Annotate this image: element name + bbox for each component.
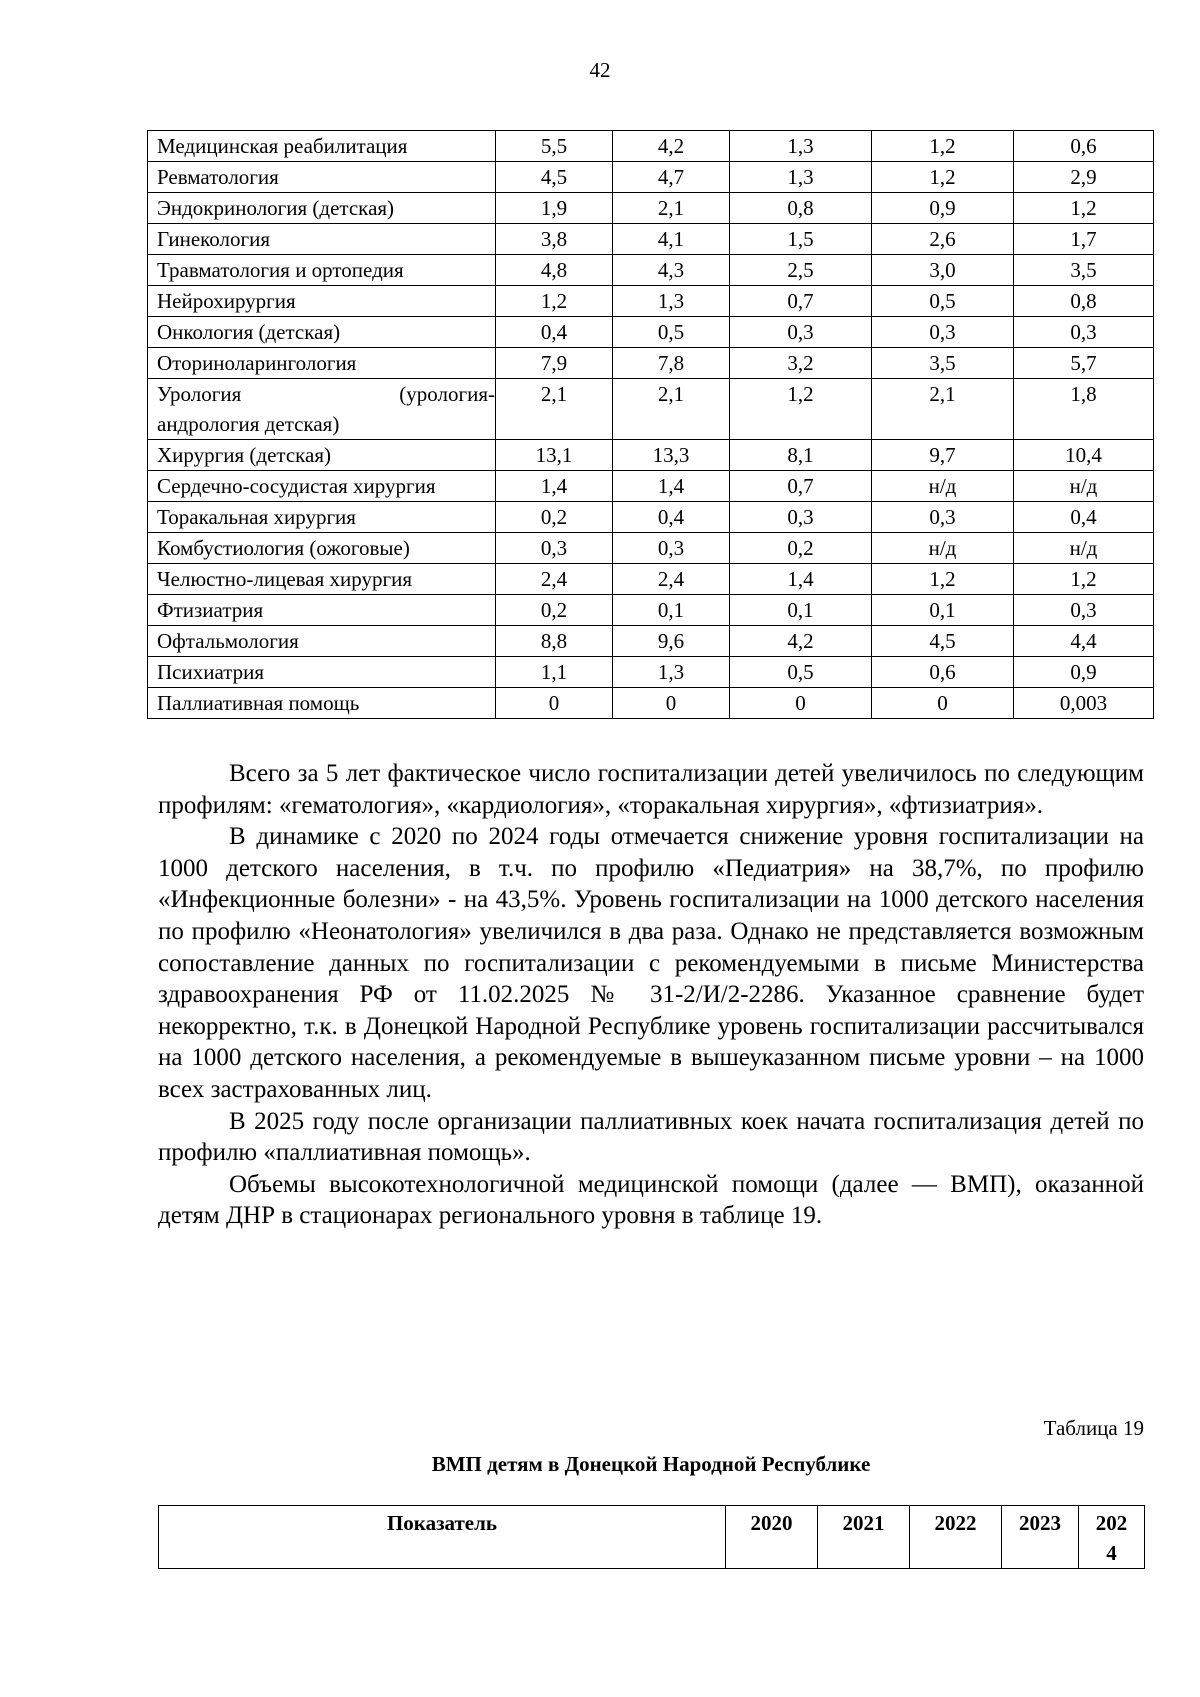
value-cell: 4,5 <box>872 626 1014 657</box>
value-cell: н/д <box>1014 533 1154 564</box>
table-row <box>148 131 1154 162</box>
table-row <box>148 162 1154 193</box>
value-cell: 1,5 <box>730 224 872 255</box>
table-row <box>148 224 1154 255</box>
value-cell: 9,7 <box>872 440 1014 471</box>
value-cell: 0,5 <box>613 317 730 348</box>
value-cell: 3,8 <box>496 224 613 255</box>
table-row <box>148 657 1154 688</box>
value-cell: 0 <box>613 688 730 719</box>
profile-name-line2: андрология детская) <box>157 412 340 436</box>
value-cell: 0,5 <box>730 657 872 688</box>
value-cell: 4,8 <box>496 255 613 286</box>
profile-name: Челюстно-лицевая хирургия <box>148 564 496 595</box>
value-cell: 3,2 <box>730 348 872 379</box>
table-title: ВМП детям в Донецкой Народной Республике <box>431 1452 871 1476</box>
value-cell: 1,3 <box>730 162 872 193</box>
value-cell: 0,1 <box>613 595 730 626</box>
value-cell: 1,4 <box>496 471 613 502</box>
vmp-table-header-row <box>159 1506 1145 1569</box>
value-cell: 1,1 <box>496 657 613 688</box>
value-cell: 2,9 <box>1014 162 1154 193</box>
value-cell: 4,1 <box>613 224 730 255</box>
value-cell: 2,4 <box>496 564 613 595</box>
profile-name: Эндокринология (детская) <box>148 193 496 224</box>
value-cell: 4,2 <box>730 626 872 657</box>
profile-name: Травматология и ортопедия <box>148 255 496 286</box>
header-2024 <box>1079 1506 1145 1569</box>
value-cell: 0,003 <box>1014 688 1154 719</box>
value-cell: 0,2 <box>496 502 613 533</box>
value-cell: 0,1 <box>730 595 872 626</box>
page-number: 42 <box>589 58 611 82</box>
profile-name: Онкология (детская) <box>148 317 496 348</box>
value-cell: 0,9 <box>872 193 1014 224</box>
value-cell: 4,4 <box>1014 626 1154 657</box>
table-row <box>148 348 1154 379</box>
value-cell: 0,3 <box>1014 595 1154 626</box>
value-cell: 2,6 <box>872 224 1014 255</box>
value-cell: 10,4 <box>1014 440 1154 471</box>
value-cell: 1,3 <box>613 657 730 688</box>
value-cell: 1,8 <box>1014 379 1154 440</box>
table-row <box>148 595 1154 626</box>
value-cell: 1,3 <box>613 286 730 317</box>
value-cell: 0,3 <box>613 533 730 564</box>
value-cell: 1,2 <box>872 564 1014 595</box>
value-cell: 0,9 <box>1014 657 1154 688</box>
value-cell: 8,8 <box>496 626 613 657</box>
table-row <box>148 193 1154 224</box>
value-cell: 0,2 <box>730 533 872 564</box>
value-cell: 9,6 <box>613 626 730 657</box>
hospitalization-table <box>147 130 1154 719</box>
header-indicator: Показатель <box>159 1506 726 1569</box>
table-row <box>148 471 1154 502</box>
table-row <box>148 255 1154 286</box>
value-cell: 3,0 <box>872 255 1014 286</box>
value-cell: 0 <box>496 688 613 719</box>
value-cell: 3,5 <box>1014 255 1154 286</box>
value-cell: 7,8 <box>613 348 730 379</box>
table-caption: Таблица 19 <box>1043 1416 1144 1440</box>
value-cell: 1,2 <box>872 162 1014 193</box>
header-2020: 2020 <box>726 1506 818 1569</box>
profile-name: Паллиативная помощь <box>148 688 496 719</box>
table-row <box>148 688 1154 719</box>
body-text <box>158 758 1144 1232</box>
table-row <box>148 626 1154 657</box>
value-cell: 2,1 <box>613 379 730 440</box>
table-row <box>148 379 1154 440</box>
profile-name: Торакальная хирургия <box>148 502 496 533</box>
value-cell: 1,4 <box>730 564 872 595</box>
value-cell: 0,4 <box>613 502 730 533</box>
profile-name: Ревматология <box>148 162 496 193</box>
value-cell: 1,2 <box>1014 193 1154 224</box>
value-cell: 1,7 <box>1014 224 1154 255</box>
header-2023: 2023 <box>1002 1506 1079 1569</box>
value-cell: 0,2 <box>496 595 613 626</box>
value-cell: 4,2 <box>613 131 730 162</box>
paragraph-1: Всего за 5 лет фактическое число госпитализации детей увеличилось по следующим профилям: «гематология», «кардиология», «торакальная хирургия», «фтизиатрия». <box>158 760 1144 819</box>
value-cell: 1,3 <box>730 131 872 162</box>
value-cell: 0,5 <box>872 286 1014 317</box>
paragraph-3: В 2025 году после организации паллиативных коек начата госпитализация детей по профилю «паллиативная помощь». <box>158 1107 1144 1167</box>
value-cell: 0,3 <box>872 317 1014 348</box>
value-cell: 13,1 <box>496 440 613 471</box>
table-row <box>148 286 1154 317</box>
paragraph-4: Объемы высокотехнологичной медицинской помощи (далее — ВМП), оказанной детям ДНР в стационарах регионального уровня в таблице 19. <box>158 1170 1144 1230</box>
paragraph-2: В динамике с 2020 по 2024 годы отмечается снижение уровня госпитализации на 1000 детского населения, в т.ч. по профилю «Педиатрия» на 38,7%, по профилю «Инфекционные болезни» - на 43,5%. Уровень госпитализации на 1000 детского населения по профилю «Неонатология» увеличился в два раза. Однако не представляется возможным сопоставление данных по госпитализации с рекомендуемыми в письме Министерства здравоохранения РФ от 11.02.2025 № 31-2/И/2-2286. Указанное сравнение будет некорректно, т.к. в Донецкой Народной Республике уровень госпитализации рассчитывался на 1000 детского населения, а рекомендуемые в вышеуказанном письме уровни – на 1000 всех застрахованных лиц. <box>158 823 1144 1103</box>
value-cell: 2,5 <box>730 255 872 286</box>
header-2022: 2022 <box>910 1506 1002 1569</box>
profile-name <box>148 379 496 440</box>
value-cell: 0,3 <box>730 502 872 533</box>
value-cell: 2,4 <box>613 564 730 595</box>
profile-name: Гинекология <box>148 224 496 255</box>
value-cell: 0,3 <box>872 502 1014 533</box>
value-cell: 0 <box>730 688 872 719</box>
profile-name: Оториноларингология <box>148 348 496 379</box>
profile-name: Психиатрия <box>148 657 496 688</box>
value-cell: 0,6 <box>872 657 1014 688</box>
value-cell: 4,3 <box>613 255 730 286</box>
value-cell: н/д <box>872 533 1014 564</box>
header-2021: 2021 <box>818 1506 910 1569</box>
profile-name-line1: Урология (урология- <box>157 382 495 406</box>
value-cell: 0,7 <box>730 286 872 317</box>
value-cell: 0,3 <box>496 533 613 564</box>
value-cell: 0,6 <box>1014 131 1154 162</box>
value-cell: 0,7 <box>730 471 872 502</box>
table-row <box>148 440 1154 471</box>
value-cell: 0,4 <box>496 317 613 348</box>
value-cell: 8,1 <box>730 440 872 471</box>
value-cell: 2,1 <box>872 379 1014 440</box>
vmp-table <box>158 1505 1145 1569</box>
value-cell: 0,1 <box>872 595 1014 626</box>
header-2024-line1: 202 <box>1095 1511 1128 1535</box>
profile-name: Сердечно-сосудистая хирургия <box>148 471 496 502</box>
value-cell: 3,5 <box>872 348 1014 379</box>
value-cell: 1,2 <box>872 131 1014 162</box>
value-cell: 0,3 <box>730 317 872 348</box>
value-cell: 1,2 <box>496 286 613 317</box>
value-cell: 1,4 <box>613 471 730 502</box>
value-cell: 1,2 <box>1014 564 1154 595</box>
profile-name: Хирургия (детская) <box>148 440 496 471</box>
value-cell: 4,7 <box>613 162 730 193</box>
value-cell: 0,8 <box>1014 286 1154 317</box>
value-cell: 0,8 <box>730 193 872 224</box>
table-row <box>148 317 1154 348</box>
profile-name: Нейрохирургия <box>148 286 496 317</box>
table-row <box>148 564 1154 595</box>
value-cell: 2,1 <box>613 193 730 224</box>
profile-name: Комбустиология (ожоговые) <box>148 533 496 564</box>
header-2024-line2: 4 <box>1106 1541 1117 1565</box>
value-cell: 4,5 <box>496 162 613 193</box>
value-cell: 5,7 <box>1014 348 1154 379</box>
value-cell: н/д <box>1014 471 1154 502</box>
table-row <box>148 502 1154 533</box>
value-cell: н/д <box>872 471 1014 502</box>
value-cell: 1,9 <box>496 193 613 224</box>
profile-name: Фтизиатрия <box>148 595 496 626</box>
value-cell: 0,3 <box>1014 317 1154 348</box>
table-row <box>148 533 1154 564</box>
value-cell: 2,1 <box>496 379 613 440</box>
value-cell: 1,2 <box>730 379 872 440</box>
profile-name: Медицинская реабилитация <box>148 131 496 162</box>
profile-name: Офтальмология <box>148 626 496 657</box>
value-cell: 5,5 <box>496 131 613 162</box>
value-cell: 7,9 <box>496 348 613 379</box>
value-cell: 0,4 <box>1014 502 1154 533</box>
value-cell: 13,3 <box>613 440 730 471</box>
value-cell: 0 <box>872 688 1014 719</box>
